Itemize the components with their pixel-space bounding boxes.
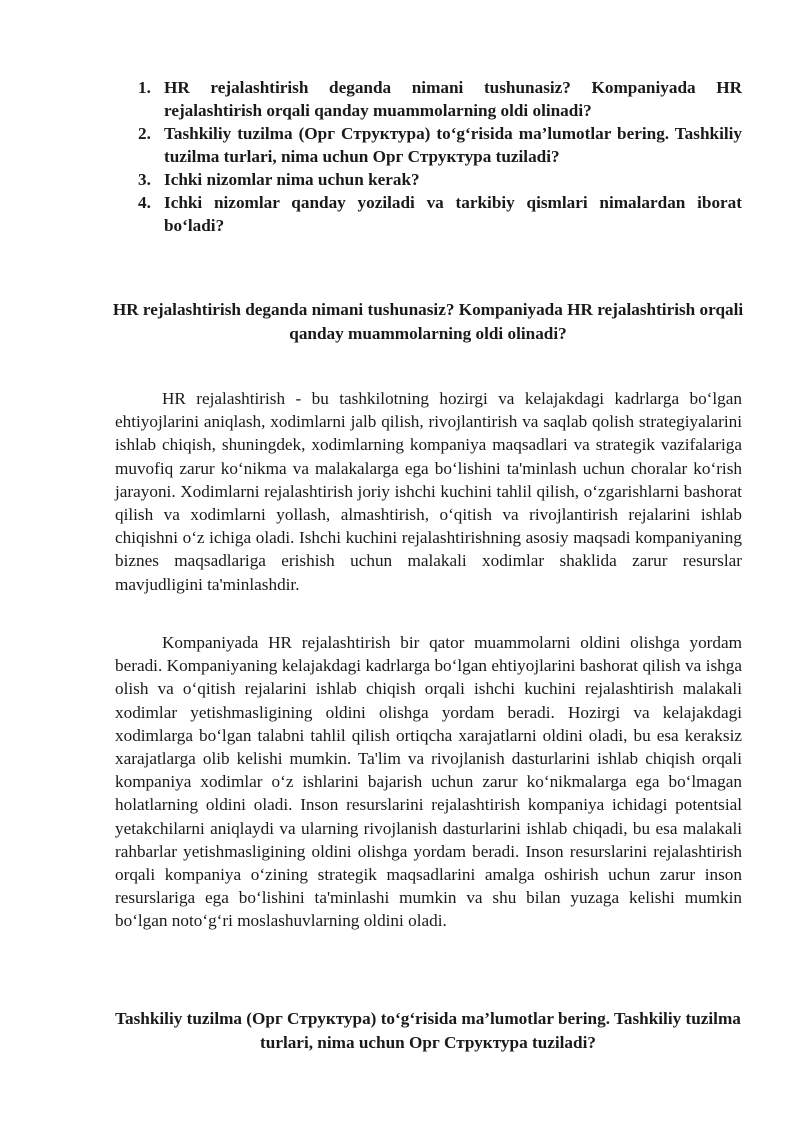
question-number: 3. bbox=[138, 170, 151, 189]
question-text: Tashkiliy tuzilma (Орг Структура) to‘g‘risida ma’lumotlar bering. Tashkiliy tuzilma turlari, nima uchun Орг Структура tuziladi? bbox=[164, 124, 742, 166]
question-item bbox=[138, 122, 742, 168]
body-paragraph: HR rejalashtirish - bu tashkilotning hozirgi va kelajakdagi kadrlarga bo‘lgan ehtiyojlarini aniqlash, xodimlarni jalb qilish, rivojlantirish va saqlab qolish strategiyalarini ishlab chiqish, shuningdek, xodimlarning kompaniya maqsadlari va strategik vazifalariga muvofiq zarur ko‘nikma va malakalarga ega bo‘lishini ta'minlash uchun choralar ko‘rish jarayoni. Xodimlarni rejalashtirish joriy ishchi kuchini tahlil qilish, o‘zgarishlarni bashorat qilish va xodimlarni yollash, almashtirish, o‘qitish va rivojlantirish rejalarini ishlab chiqishni o‘z ichiga oladi. Ishchi kuchini rejalashtirishning asosiy maqsadi kompaniyaning biznes maqsadlariga erishish uchun malakali xodimlar shaklida zarur resurslar mavjudligini ta'minlashdir. bbox=[115, 389, 742, 594]
question-item bbox=[138, 191, 742, 237]
question-item bbox=[138, 76, 742, 122]
question-text: HR rejalashtirish deganda nimani tushunasiz? Kompaniyada HR rejalashtirish orqali qanday muammolarning oldi olinadi? bbox=[164, 78, 742, 120]
question-number: 2. bbox=[138, 124, 151, 143]
question-number: 1. bbox=[138, 78, 151, 97]
body-paragraph: Kompaniyada HR rejalashtirish bir qator muammolarni oldini olishga yordam beradi. Kompaniyaning kelajakdagi kadrlarga bo‘lgan ehtiyojlarini bashorat qilish va ishga olish va o‘qitish rejalarini ishlab chiqish orqali ishchi kuchini rejalashtirish malakali xodimlar yetishmasligining oldini olishga yordam beradi. Hozirgi va kelajakdagi xodimlarga bo‘lgan talabni tahlil qilish ortiqcha xarajatlarni oldini oladi, bu esa keraksiz xarajatlarga olib kelishi mumkin. Ta'lim va rivojlanish dasturlarini ishlab chiqish orqali kompaniya xodimlar o‘z ishlarini bajarish uchun zarur ko‘nikmalarga ega bo‘lmagan holatlarning oldini oladi. Inson resurslarini rejalashtirish kompaniya ichidagi potentsial yetakchilarni aniqlaydi va ularning rivojlanish dasturlarini ishlab chiqadi, bu esa malakali rahbarlar yetishmasligining oldini olishga yordam beradi. Inson resurslarini rejalashtirish orqali kompaniya o‘zining strategik maqsadlarini amalga oshirish uchun zarur inson resurslariga ega bo‘lishini ta'minlashi mumkin va shu bilan yuzaga kelishi mumkin bo‘lgan noto‘g‘ri moslashuvlarning oldini oladi. bbox=[115, 633, 742, 931]
question-item bbox=[138, 168, 742, 191]
question-list bbox=[138, 76, 742, 237]
question-text: Ichki nizomlar nima uchun kerak? bbox=[164, 170, 420, 189]
question-number: 4. bbox=[138, 193, 151, 212]
section-heading: HR rejalashtirish deganda nimani tushunasiz? Kompaniyada HR rejalashtirish orqali qanday muammolarning oldi olinadi? bbox=[112, 300, 744, 343]
question-text: Ichki nizomlar qanday yoziladi va tarkibiy qismlari nimalardan iborat bo‘ladi? bbox=[164, 193, 742, 235]
section-heading: Tashkiliy tuzilma (Орг Структура) to‘g‘risida ma’lumotlar bering. Tashkiliy tuzilma turlari, nima uchun Орг Структура tuziladi? bbox=[115, 1009, 741, 1052]
